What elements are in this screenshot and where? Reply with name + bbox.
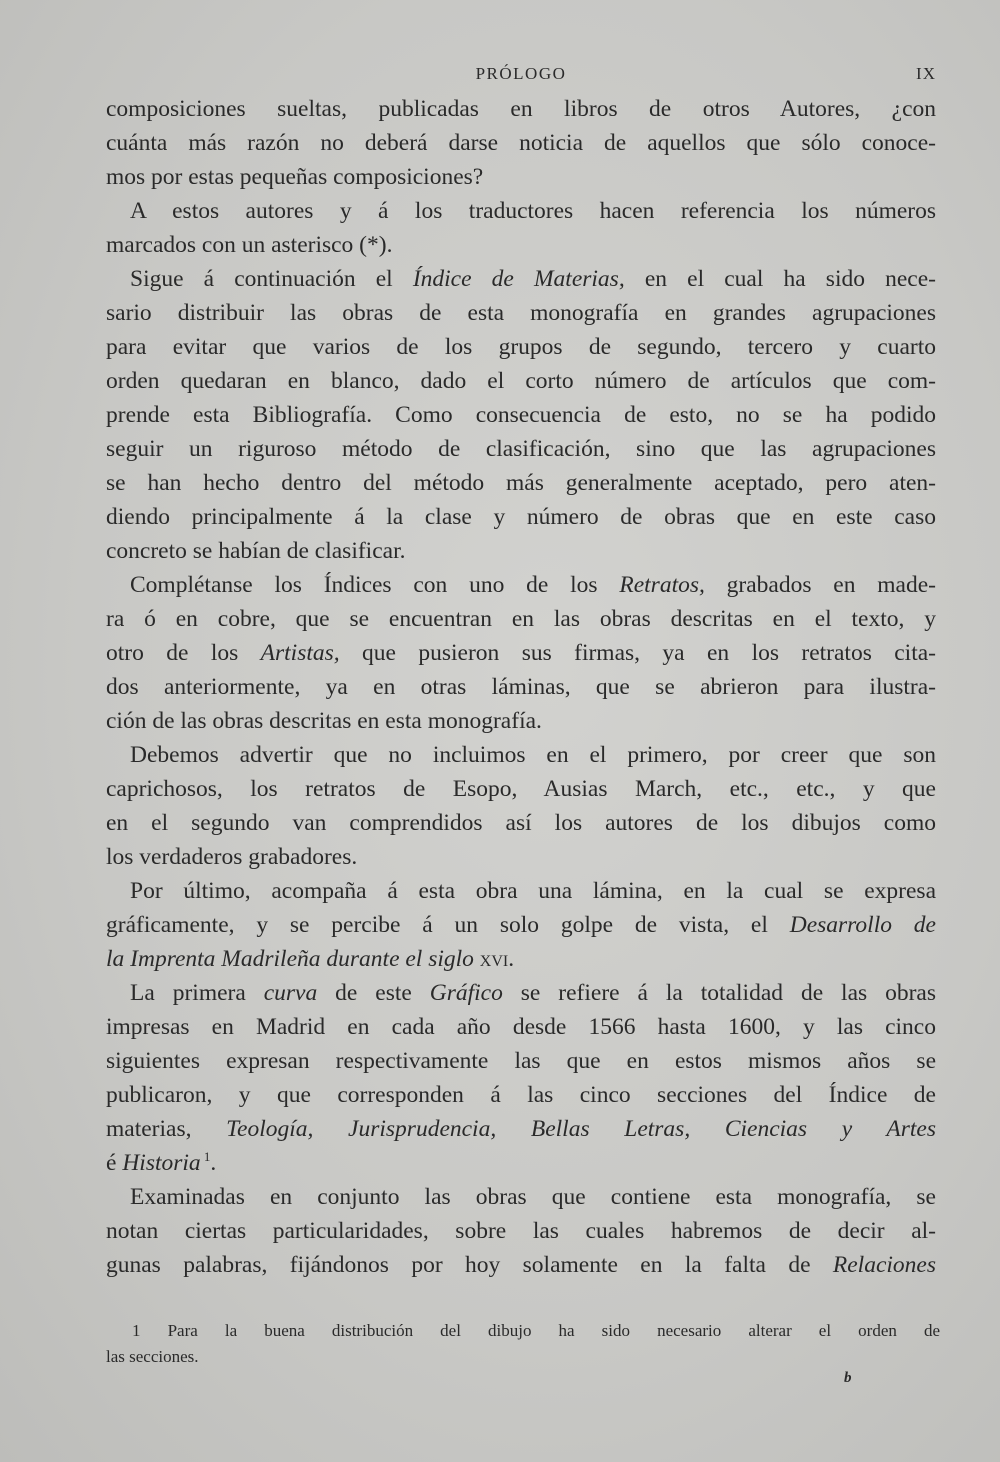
- text-line: [106, 840, 936, 874]
- text-segment: ción de las obras descritas en esta monografía.: [106, 708, 542, 734]
- italic-text: Artistas,: [260, 640, 340, 666]
- text-segment: que pusieron sus firmas, ya en los retratos cita-: [339, 640, 936, 666]
- text-line: [106, 704, 936, 738]
- text-line: [106, 738, 936, 772]
- text-segment: mos por estas pequeñas composiciones?: [106, 164, 484, 190]
- text-segment: La primera: [130, 980, 264, 1006]
- italic-text: Índice de Materias,: [412, 266, 625, 292]
- text-segment: gunas palabras, fijándonos por hoy solamente en la falta de: [106, 1252, 833, 1278]
- text-segment: composiciones sueltas, publicadas en libros de otros Autores, ¿con: [106, 96, 936, 122]
- text-segment: grabados en made-: [704, 572, 936, 598]
- text-line: [106, 500, 936, 534]
- italic-text: Retratos,: [619, 572, 705, 598]
- footnote: [106, 1318, 940, 1370]
- text-line: [106, 976, 936, 1010]
- text-line: [106, 364, 936, 398]
- text-segment: 1: [200, 1149, 211, 1165]
- text-line: [106, 1078, 936, 1112]
- text-segment: publicaron, y que corresponden á las cinco secciones del Índice de: [106, 1082, 936, 1108]
- text-segment: en el segundo van comprendidos así los autores de los dibujos como: [106, 810, 936, 836]
- text-line: [106, 1146, 936, 1180]
- text-segment: Por último, acompaña á esta obra una lámina, en la cual se expresa: [130, 878, 936, 904]
- italic-text: Relaciones: [832, 1252, 936, 1278]
- text-line: [106, 908, 936, 942]
- text-segment: de este: [317, 980, 430, 1006]
- text-segment: para evitar que varios de los grupos de segundo, tercero y cuarto: [106, 334, 936, 360]
- text-line: [106, 534, 936, 568]
- running-header: [106, 60, 936, 88]
- text-line: [106, 466, 936, 500]
- signature-mark: b: [844, 1370, 852, 1386]
- text-segment: los verdaderos grabadores.: [106, 844, 358, 870]
- text-segment: siguientes expresan respectivamente las que en estos mismos años se: [106, 1048, 936, 1074]
- text-line: [106, 194, 936, 228]
- text-segment: se refiere á la totalidad de las obras: [502, 980, 936, 1006]
- text-line: [106, 126, 936, 160]
- text-segment: diendo principalmente á la clase y número de obras que en este caso: [106, 504, 936, 530]
- text-segment: Complétanse los Índices con uno de los: [130, 572, 620, 598]
- text-segment: Sigue á continuación el: [130, 266, 413, 292]
- text-segment: materias,: [106, 1116, 227, 1142]
- text-segment: caprichosos, los retratos de Esopo, Ausias March, etc., etc., y que: [106, 776, 936, 802]
- text-segment: concreto se habían de clasificar.: [106, 538, 406, 564]
- text-segment: otro de los: [106, 640, 261, 666]
- footnote-line: 1 Para la buena distribución del dibujo ha sido necesario alterar el orden de: [132, 1321, 940, 1340]
- text-segment: gráficamente, y se percibe á un solo golpe de vista, el: [106, 912, 790, 938]
- text-line: [106, 1112, 936, 1146]
- text-segment: orden quedaran en blanco, dado el corto número de artículos que com-: [106, 368, 936, 394]
- italic-text: Historia: [122, 1150, 201, 1176]
- page-number: IX: [916, 64, 936, 83]
- text-segment: en el cual ha sido nece-: [624, 266, 936, 292]
- text-segment: Examinadas en conjunto las obras que contiene esta monografía, se: [130, 1184, 936, 1210]
- text-segment: xvi.: [473, 946, 515, 972]
- text-line: [106, 1010, 936, 1044]
- italic-text: Desarrollo de: [789, 912, 936, 938]
- text-line: [106, 806, 936, 840]
- text-line: [106, 160, 936, 194]
- text-segment: dos anteriormente, ya en otras láminas, que se abrieron para ilustra-: [106, 674, 936, 700]
- text-line: [106, 602, 936, 636]
- text-line: [106, 636, 936, 670]
- body-text: [106, 92, 936, 1282]
- text-line: [106, 1180, 936, 1214]
- italic-text: Gráfico: [429, 980, 503, 1006]
- text-segment: .: [210, 1150, 217, 1176]
- text-line: [106, 670, 936, 704]
- text-segment: impresas en Madrid en cada año desde 1566 hasta 1600, y las cinco: [106, 1014, 936, 1040]
- italic-text: curva: [263, 980, 318, 1006]
- text-line: [106, 228, 936, 262]
- text-segment: ra ó en cobre, que se encuentran en las obras descritas en el texto, y: [106, 606, 936, 632]
- text-segment: se han hecho dentro del método más generalmente aceptado, pero aten-: [106, 470, 936, 496]
- text-line: [106, 772, 936, 806]
- text-line: [106, 296, 936, 330]
- text-line: [106, 92, 936, 126]
- footnote-line: las secciones.: [106, 1347, 199, 1366]
- text-segment: seguir un riguroso método de clasificación, sino que las agrupaciones: [106, 436, 936, 462]
- text-line: [106, 432, 936, 466]
- text-segment: marcados con un asterisco (*).: [106, 232, 393, 258]
- text-line: [106, 398, 936, 432]
- text-line: [106, 874, 936, 908]
- text-line: [106, 1214, 936, 1248]
- text-line: [106, 330, 936, 364]
- italic-text: Teología, Jurisprudencia, Bellas Letras, Ciencias y Artes: [226, 1116, 936, 1142]
- text-line: [106, 1248, 936, 1282]
- text-segment: A estos autores y á los traductores hacen referencia los números: [130, 198, 936, 224]
- text-line: [106, 568, 936, 602]
- text-line: [106, 942, 936, 976]
- text-segment: é: [106, 1150, 123, 1176]
- running-title: PRÓLOGO: [475, 64, 567, 83]
- text-segment: prende esta Bibliografía. Como consecuencia de esto, no se ha podido: [106, 402, 936, 428]
- text-line: [106, 262, 936, 296]
- text-segment: sario distribuir las obras de esta monografía en grandes agrupaciones: [106, 300, 936, 326]
- text-segment: Debemos advertir que no incluimos en el primero, por creer que son: [130, 742, 936, 768]
- text-segment: cuánta más razón no deberá darse noticia de aquellos que sólo conoce-: [106, 130, 936, 156]
- text-segment: notan ciertas particularidades, sobre las cuales habremos de decir al-: [106, 1218, 936, 1244]
- italic-text: la Imprenta Madrileña durante el siglo: [106, 946, 474, 972]
- text-line: [106, 1044, 936, 1078]
